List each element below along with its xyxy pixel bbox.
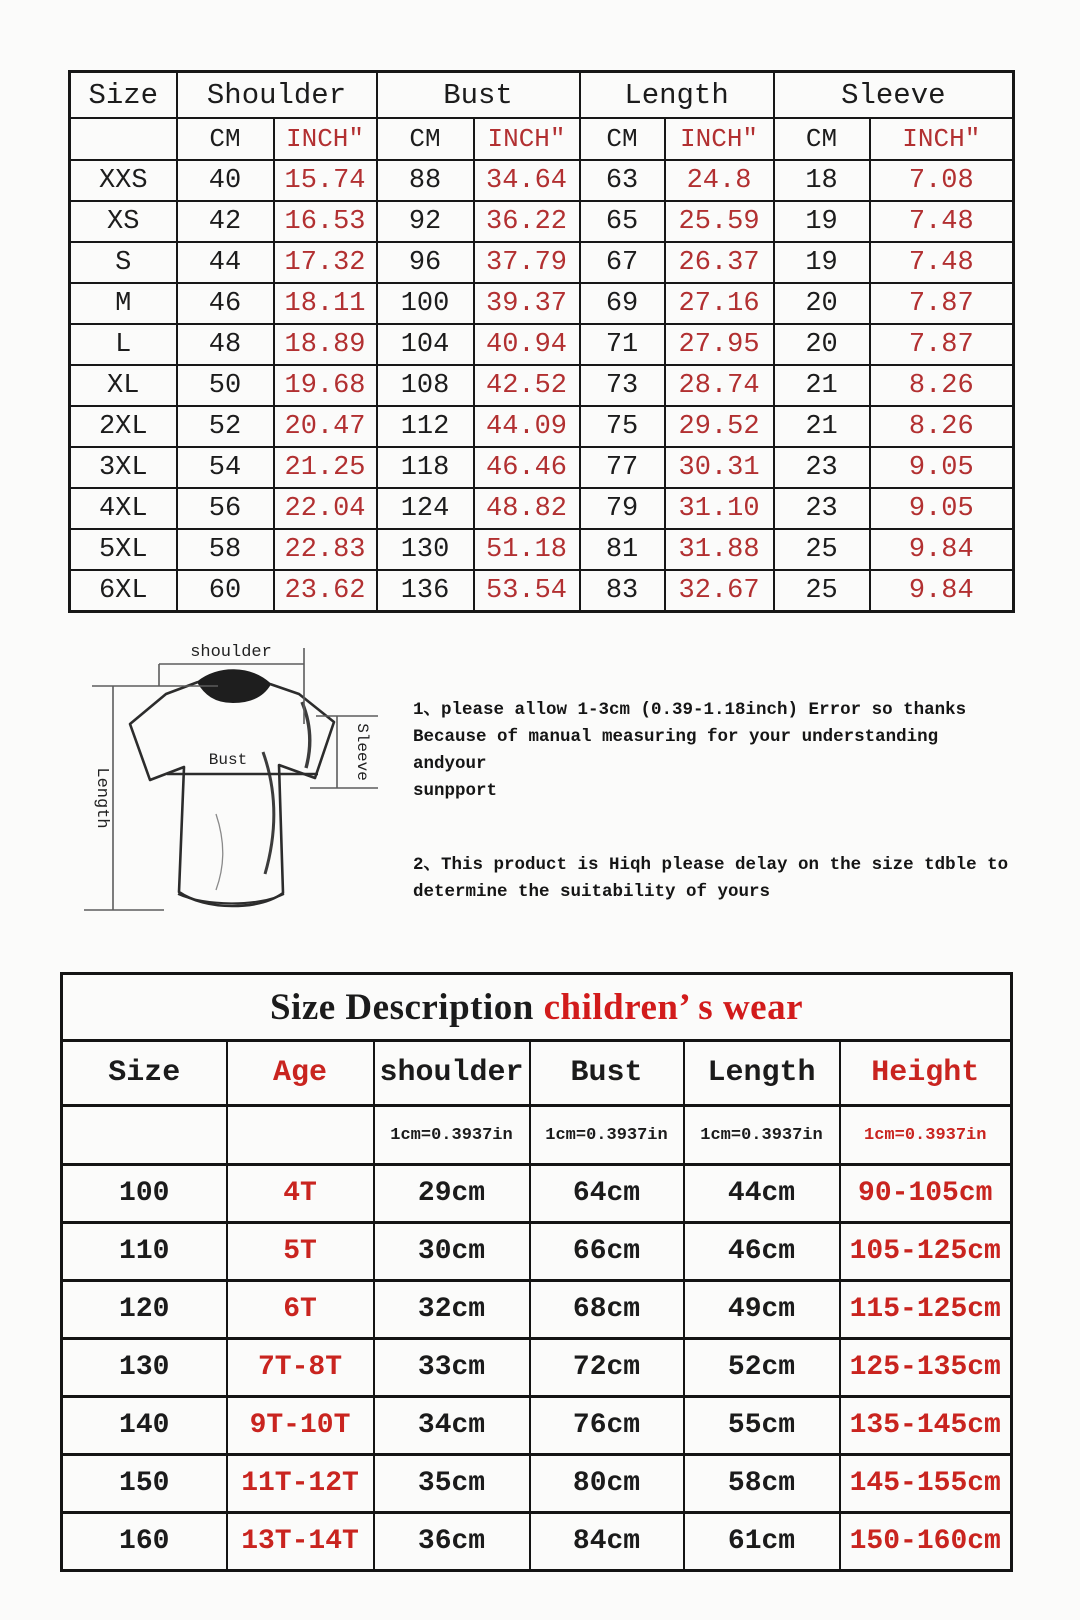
length-cm-cell: 67: [580, 242, 665, 283]
height-cell: 115-125cm: [840, 1281, 1012, 1339]
bust-cell: 68cm: [530, 1281, 684, 1339]
adult-unit-row: [70, 118, 1014, 160]
note-2: [413, 852, 1018, 906]
size-cell: 160: [62, 1513, 227, 1571]
sleeve-cm-cell: 19: [774, 201, 870, 242]
height-cell: 90-105cm: [840, 1165, 1012, 1223]
kids-col-shoulder: shoulder: [374, 1041, 530, 1106]
bust-in-cell: 44.09: [474, 406, 580, 447]
unit-note: 1cm=0.3937in: [684, 1106, 840, 1165]
bust-cm-cell: 130: [377, 529, 474, 570]
bust-in-cell: 36.22: [474, 201, 580, 242]
bust-cm-cell: 96: [377, 242, 474, 283]
size-cell: XXS: [70, 160, 177, 201]
age-cell: 5T: [227, 1223, 374, 1281]
shoulder-in-cell: 18.11: [274, 283, 377, 324]
sleeve-in-cell: 8.26: [870, 406, 1014, 447]
shoulder-cm-cell: 46: [177, 283, 274, 324]
height-cell: 145-155cm: [840, 1455, 1012, 1513]
sleeve-in-cell: 7.08: [870, 160, 1014, 201]
table-row: [70, 529, 1014, 570]
kids-title-row: [62, 974, 1012, 1041]
shoulder-cm-cell: 60: [177, 570, 274, 612]
table-row: [70, 242, 1014, 283]
height-cell: 105-125cm: [840, 1223, 1012, 1281]
size-cell: 110: [62, 1223, 227, 1281]
unit-inch-label: INCH″: [474, 118, 580, 160]
length-cell: 46cm: [684, 1223, 840, 1281]
length-in-cell: 32.67: [665, 570, 774, 612]
sleeve-in-cell: 7.48: [870, 201, 1014, 242]
empty-cell: [62, 1106, 227, 1165]
unit-inch-label: INCH″: [870, 118, 1014, 160]
shoulder-in-cell: 15.74: [274, 160, 377, 201]
length-cell: 55cm: [684, 1397, 840, 1455]
size-cell: 5XL: [70, 529, 177, 570]
shoulder-cell: 33cm: [374, 1339, 530, 1397]
length-cm-cell: 81: [580, 529, 665, 570]
shoulder-cm-cell: 56: [177, 488, 274, 529]
adult-col-sleeve: Sleeve: [774, 72, 1014, 119]
bust-cm-cell: 104: [377, 324, 474, 365]
table-row: [70, 283, 1014, 324]
shoulder-cm-cell: 54: [177, 447, 274, 488]
adult-header-row: [70, 72, 1014, 119]
table-row: [62, 1455, 1012, 1513]
shoulder-cm-cell: 42: [177, 201, 274, 242]
sleeve-cm-cell: 23: [774, 447, 870, 488]
sleeve-cm-cell: 21: [774, 406, 870, 447]
shoulder-in-cell: 22.04: [274, 488, 377, 529]
sleeve-cm-cell: 20: [774, 324, 870, 365]
length-in-cell: 27.95: [665, 324, 774, 365]
unit-inch-label: INCH″: [665, 118, 774, 160]
shoulder-in-cell: 17.32: [274, 242, 377, 283]
length-cm-cell: 75: [580, 406, 665, 447]
sleeve-in-cell: 7.87: [870, 324, 1014, 365]
bust-cm-cell: 112: [377, 406, 474, 447]
bust-label: Bust: [208, 751, 248, 769]
table-row: [70, 365, 1014, 406]
table-row: [70, 201, 1014, 242]
size-cell: S: [70, 242, 177, 283]
length-in-cell: 31.88: [665, 529, 774, 570]
shoulder-cm-cell: 48: [177, 324, 274, 365]
height-cell: 150-160cm: [840, 1513, 1012, 1571]
sleeve-cm-cell: 19: [774, 242, 870, 283]
bust-cell: 72cm: [530, 1339, 684, 1397]
shoulder-in-cell: 19.68: [274, 365, 377, 406]
table-row: [62, 1223, 1012, 1281]
size-cell: 100: [62, 1165, 227, 1223]
bust-in-cell: 39.37: [474, 283, 580, 324]
fold-line: [216, 814, 223, 890]
table-row: [70, 406, 1014, 447]
table-row: [70, 324, 1014, 365]
shoulder-label: shoulder: [190, 643, 272, 662]
shoulder-in-cell: 18.89: [274, 324, 377, 365]
shoulder-cell: 30cm: [374, 1223, 530, 1281]
length-in-cell: 26.37: [665, 242, 774, 283]
unit-note: 1cm=0.3937in: [840, 1106, 1012, 1165]
size-cell: 2XL: [70, 406, 177, 447]
note-1-line-3: sunpport: [413, 781, 498, 802]
length-cell: 49cm: [684, 1281, 840, 1339]
note-1-line-1: 1、please allow 1-3cm (0.39-1.18inch) Error so thanks: [413, 700, 967, 720]
kids-title-red: children’ s wear: [543, 986, 804, 1028]
sleeve-cm-cell: 25: [774, 529, 870, 570]
bust-cm-cell: 100: [377, 283, 474, 324]
tshirt-measure-diagram: [66, 602, 406, 938]
sleeve-cm-cell: 23: [774, 488, 870, 529]
unit-cm-label: CM: [580, 118, 665, 160]
age-cell: 13T-14T: [227, 1513, 374, 1571]
shoulder-cm-cell: 58: [177, 529, 274, 570]
size-cell: 150: [62, 1455, 227, 1513]
fold-line: [302, 702, 310, 768]
note-1-line-2: Because of manual measuring for your understanding andyour: [413, 727, 939, 775]
size-cell: 140: [62, 1397, 227, 1455]
shoulder-cell: 36cm: [374, 1513, 530, 1571]
kids-col-age: Age: [227, 1041, 374, 1106]
size-cell: 3XL: [70, 447, 177, 488]
unit-note: 1cm=0.3937in: [530, 1106, 684, 1165]
bust-in-cell: 51.18: [474, 529, 580, 570]
age-cell: 11T-12T: [227, 1455, 374, 1513]
kids-col-bust: Bust: [530, 1041, 684, 1106]
sleeve-in-cell: 9.84: [870, 529, 1014, 570]
bust-in-cell: 53.54: [474, 570, 580, 612]
length-cm-cell: 71: [580, 324, 665, 365]
length-in-cell: 31.10: [665, 488, 774, 529]
shoulder-in-cell: 20.47: [274, 406, 377, 447]
kids-col-height: Height: [840, 1041, 1012, 1106]
shoulder-cell: 34cm: [374, 1397, 530, 1455]
empty-cell: [227, 1106, 374, 1165]
bust-in-cell: 46.46: [474, 447, 580, 488]
sleeve-in-cell: 9.05: [870, 488, 1014, 529]
bust-cell: 84cm: [530, 1513, 684, 1571]
length-cm-cell: 65: [580, 201, 665, 242]
sleeve-cm-cell: 21: [774, 365, 870, 406]
note-1: [413, 697, 1018, 806]
shoulder-cm-cell: 50: [177, 365, 274, 406]
bust-in-cell: 34.64: [474, 160, 580, 201]
adult-col-size: Size: [70, 72, 177, 119]
sleeve-cm-cell: 20: [774, 283, 870, 324]
length-cm-cell: 83: [580, 570, 665, 612]
bust-cm-cell: 108: [377, 365, 474, 406]
length-in-cell: 27.16: [665, 283, 774, 324]
note-2-line-2: determine the suitability of yours: [413, 882, 771, 903]
table-row: [62, 1281, 1012, 1339]
size-cell: 130: [62, 1339, 227, 1397]
size-cell: XL: [70, 365, 177, 406]
table-row: [62, 1165, 1012, 1223]
bust-cm-cell: 136: [377, 570, 474, 612]
bust-cell: 64cm: [530, 1165, 684, 1223]
sleeve-cm-cell: 25: [774, 570, 870, 612]
sleeve-label: Sleeve: [353, 723, 371, 781]
length-cm-cell: 79: [580, 488, 665, 529]
shoulder-in-cell: 16.53: [274, 201, 377, 242]
empty-cell: [70, 118, 177, 160]
unit-cm-label: CM: [774, 118, 870, 160]
bust-in-cell: 37.79: [474, 242, 580, 283]
size-cell: L: [70, 324, 177, 365]
adult-col-length: Length: [580, 72, 774, 119]
size-cell: 120: [62, 1281, 227, 1339]
shoulder-cm-cell: 44: [177, 242, 274, 283]
sleeve-in-cell: 9.05: [870, 447, 1014, 488]
adult-col-shoulder: Shoulder: [177, 72, 377, 119]
shoulder-in-cell: 21.25: [274, 447, 377, 488]
length-cell: 44cm: [684, 1165, 840, 1223]
sleeve-in-cell: 8.26: [870, 365, 1014, 406]
sleeve-in-cell: 9.84: [870, 570, 1014, 612]
unit-note: 1cm=0.3937in: [374, 1106, 530, 1165]
shoulder-cell: 35cm: [374, 1455, 530, 1513]
shoulder-cm-cell: 40: [177, 160, 274, 201]
kids-col-size: Size: [62, 1041, 227, 1106]
size-cell: M: [70, 283, 177, 324]
bust-cm-cell: 92: [377, 201, 474, 242]
length-cm-cell: 69: [580, 283, 665, 324]
shoulder-in-cell: 22.83: [274, 529, 377, 570]
shoulder-cell: 32cm: [374, 1281, 530, 1339]
size-cell: 4XL: [70, 488, 177, 529]
adult-table-body: [70, 160, 1014, 612]
table-row: [70, 447, 1014, 488]
unit-cm-label: CM: [377, 118, 474, 160]
bust-cell: 80cm: [530, 1455, 684, 1513]
bust-cell: 76cm: [530, 1397, 684, 1455]
age-cell: 4T: [227, 1165, 374, 1223]
adult-col-bust: Bust: [377, 72, 580, 119]
table-row: [62, 1339, 1012, 1397]
note-2-line-1: 2、This product is Hiqh please delay on the size tdble to: [413, 855, 1009, 875]
sleeve-in-cell: 7.87: [870, 283, 1014, 324]
table-row: [70, 160, 1014, 201]
length-cm-cell: 63: [580, 160, 665, 201]
length-cell: 61cm: [684, 1513, 840, 1571]
length-in-cell: 25.59: [665, 201, 774, 242]
unit-cm-label: CM: [177, 118, 274, 160]
height-cell: 125-135cm: [840, 1339, 1012, 1397]
bust-cm-cell: 88: [377, 160, 474, 201]
shoulder-cm-cell: 52: [177, 406, 274, 447]
length-in-cell: 30.31: [665, 447, 774, 488]
kids-table-body: [62, 1165, 1012, 1571]
adult-size-table: [68, 70, 1015, 613]
length-in-cell: 24.8: [665, 160, 774, 201]
bust-in-cell: 40.94: [474, 324, 580, 365]
length-label: Length: [92, 767, 111, 829]
sleeve-in-cell: 7.48: [870, 242, 1014, 283]
age-cell: 7T-8T: [227, 1339, 374, 1397]
kids-header-row: [62, 1041, 1012, 1106]
size-cell: 6XL: [70, 570, 177, 612]
unit-inch-label: INCH″: [274, 118, 377, 160]
height-cell: 135-145cm: [840, 1397, 1012, 1455]
length-cell: 58cm: [684, 1455, 840, 1513]
bust-in-cell: 48.82: [474, 488, 580, 529]
table-row: [62, 1397, 1012, 1455]
bust-cm-cell: 118: [377, 447, 474, 488]
kids-title-black: Size Description: [269, 986, 544, 1028]
age-cell: 6T: [227, 1281, 374, 1339]
shoulder-cell: 29cm: [374, 1165, 530, 1223]
length-cm-cell: 73: [580, 365, 665, 406]
bust-cell: 66cm: [530, 1223, 684, 1281]
length-cell: 52cm: [684, 1339, 840, 1397]
kids-col-length: Length: [684, 1041, 840, 1106]
fold-line: [263, 752, 274, 874]
bust-cm-cell: 124: [377, 488, 474, 529]
sleeve-cm-cell: 18: [774, 160, 870, 201]
length-cm-cell: 77: [580, 447, 665, 488]
length-in-cell: 28.74: [665, 365, 774, 406]
kids-table-title: [62, 974, 1012, 1041]
kids-size-table: [60, 972, 1013, 1572]
shoulder-in-cell: 23.62: [274, 570, 377, 612]
table-row: [70, 488, 1014, 529]
size-cell: XS: [70, 201, 177, 242]
kids-unit-row: [62, 1106, 1012, 1165]
age-cell: 9T-10T: [227, 1397, 374, 1455]
bust-in-cell: 42.52: [474, 365, 580, 406]
length-in-cell: 29.52: [665, 406, 774, 447]
table-row: [62, 1513, 1012, 1571]
